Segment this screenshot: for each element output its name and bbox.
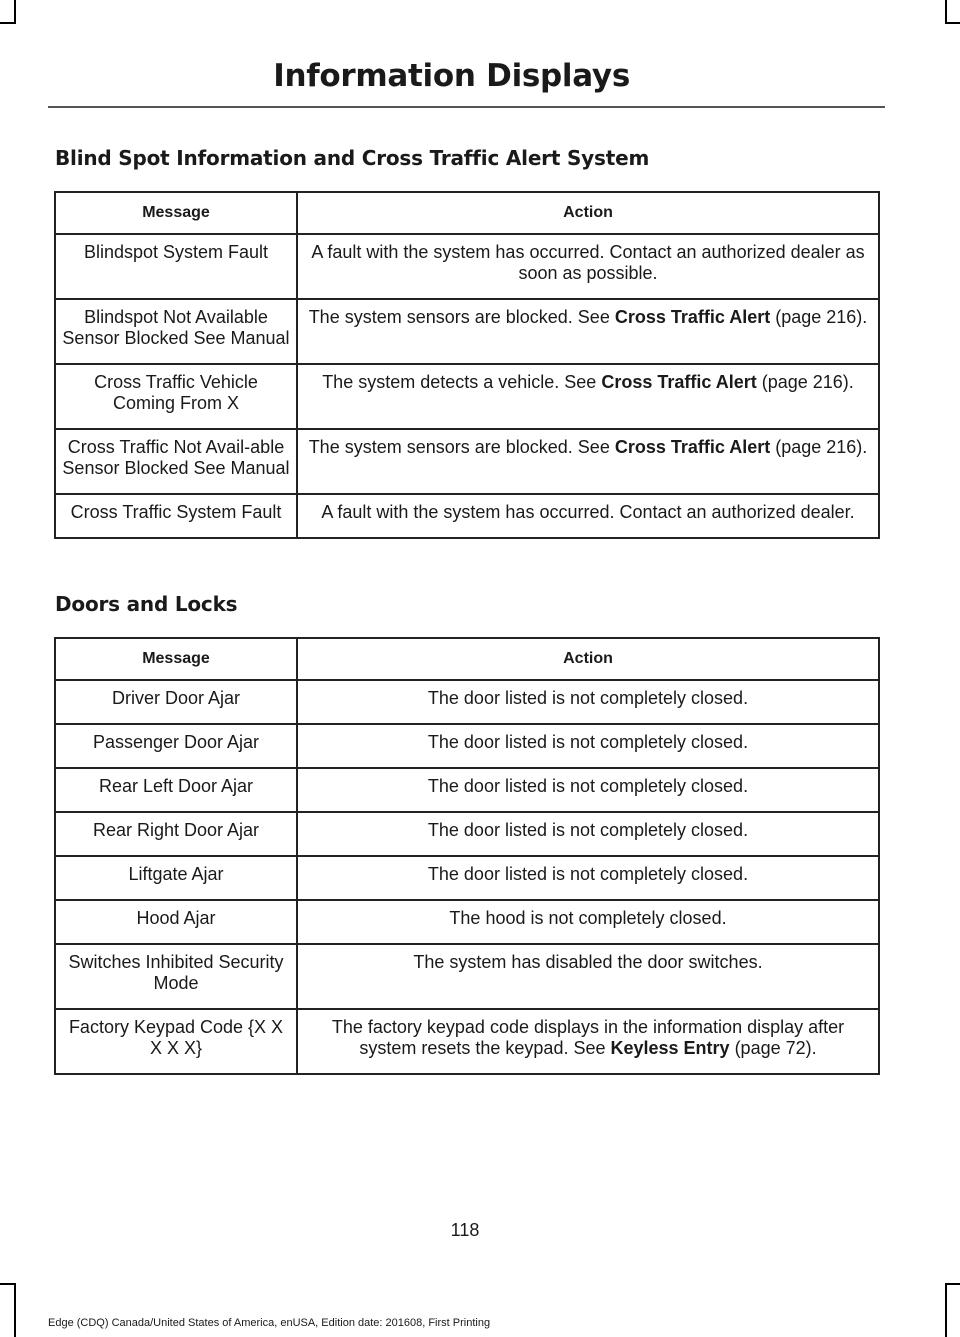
message-cell: Rear Right Door Ajar <box>55 812 297 856</box>
message-cell: Liftgate Ajar <box>55 856 297 900</box>
action-cell <box>297 724 879 768</box>
action-text: The hood is not completely closed. <box>449 908 727 928</box>
crop-mark <box>14 1283 16 1337</box>
action-cell <box>297 944 879 1009</box>
table-row <box>55 856 879 900</box>
cross-reference-link[interactable]: Cross Traffic Alert <box>614 307 771 327</box>
message-cell: Cross Traffic Vehicle Coming From X <box>55 364 297 429</box>
message-cell: Blindspot Not Available Sensor Blocked See Manual <box>55 299 297 364</box>
section-title-blind-spot: Blind Spot Information and Cross Traffic Alert System <box>55 146 650 170</box>
message-cell: Blindspot System Fault <box>55 234 297 299</box>
column-header-message: Message <box>55 638 297 680</box>
action-cell <box>297 429 879 494</box>
action-text: A fault with the system has occurred. Contact an authorized dealer as soon as possible. <box>311 242 865 283</box>
action-text: The factory keypad code displays in the information display after system resets the keypad. See <box>331 1017 845 1058</box>
table-row <box>55 234 879 299</box>
action-text: The door listed is not completely closed. <box>427 776 749 796</box>
action-cell <box>297 900 879 944</box>
table-row <box>55 812 879 856</box>
action-cell <box>297 812 879 856</box>
crop-mark <box>0 1283 16 1285</box>
table-row <box>55 364 879 429</box>
message-cell: Rear Left Door Ajar <box>55 768 297 812</box>
message-cell: Driver Door Ajar <box>55 680 297 724</box>
doors-locks-message-table <box>54 637 880 1075</box>
blind-spot-message-table <box>54 191 880 539</box>
crop-mark <box>945 0 947 24</box>
section-title-doors-locks: Doors and Locks <box>55 592 238 616</box>
action-text: A fault with the system has occurred. Contact an authorized dealer. <box>321 502 855 522</box>
message-cell: Factory Keypad Code {X X X X X} <box>55 1009 297 1074</box>
table-row <box>55 724 879 768</box>
action-cell <box>297 768 879 812</box>
action-cell <box>297 680 879 724</box>
table-row <box>55 944 879 1009</box>
message-cell: Cross Traffic Not Avail-able Sensor Blocked See Manual <box>55 429 297 494</box>
table-row <box>55 299 879 364</box>
table-row <box>55 1009 879 1074</box>
crop-mark <box>945 22 960 24</box>
action-text: The system has disabled the door switches. <box>413 952 763 972</box>
cross-reference-link[interactable]: Cross Traffic Alert <box>601 372 757 392</box>
page-reference: (page 216). <box>770 307 868 327</box>
column-header-action: Action <box>297 638 879 680</box>
column-header-message: Message <box>55 192 297 234</box>
header-divider <box>48 106 885 108</box>
page-number: 118 <box>450 1220 480 1240</box>
crop-mark <box>14 0 16 24</box>
table-row <box>55 768 879 812</box>
action-cell <box>297 494 879 538</box>
action-text: The system sensors are blocked. See <box>308 437 615 457</box>
action-text: The system detects a vehicle. See <box>322 372 602 392</box>
action-cell <box>297 364 879 429</box>
action-cell <box>297 234 879 299</box>
page-title: Information Displays <box>273 58 630 94</box>
action-cell <box>297 1009 879 1074</box>
message-cell: Cross Traffic System Fault <box>55 494 297 538</box>
action-text: The door listed is not completely closed. <box>427 688 749 708</box>
page-reference: (page 216). <box>756 372 854 392</box>
footer-edition: Edge (CDQ) Canada/United States of America, enUSA, Edition date: 201608, First Printing <box>48 1317 491 1329</box>
action-text: The system sensors are blocked. See <box>308 307 615 327</box>
message-cell: Switches Inhibited Security Mode <box>55 944 297 1009</box>
action-text: The door listed is not completely closed. <box>427 864 749 884</box>
crop-mark <box>945 1283 947 1337</box>
cross-reference-link[interactable]: Cross Traffic Alert <box>614 437 771 457</box>
crop-mark <box>0 22 16 24</box>
page-reference: (page 216). <box>770 437 868 457</box>
page-reference: (page 72). <box>729 1038 817 1058</box>
action-text: The door listed is not completely closed. <box>427 732 749 752</box>
cross-reference-link[interactable]: Keyless Entry <box>610 1038 730 1058</box>
table-row <box>55 494 879 538</box>
crop-mark <box>945 1283 960 1285</box>
column-header-action: Action <box>297 192 879 234</box>
action-cell <box>297 856 879 900</box>
action-cell <box>297 299 879 364</box>
message-cell: Passenger Door Ajar <box>55 724 297 768</box>
table-row <box>55 680 879 724</box>
table-row <box>55 429 879 494</box>
table-row <box>55 900 879 944</box>
message-cell: Hood Ajar <box>55 900 297 944</box>
action-text: The door listed is not completely closed. <box>427 820 749 840</box>
